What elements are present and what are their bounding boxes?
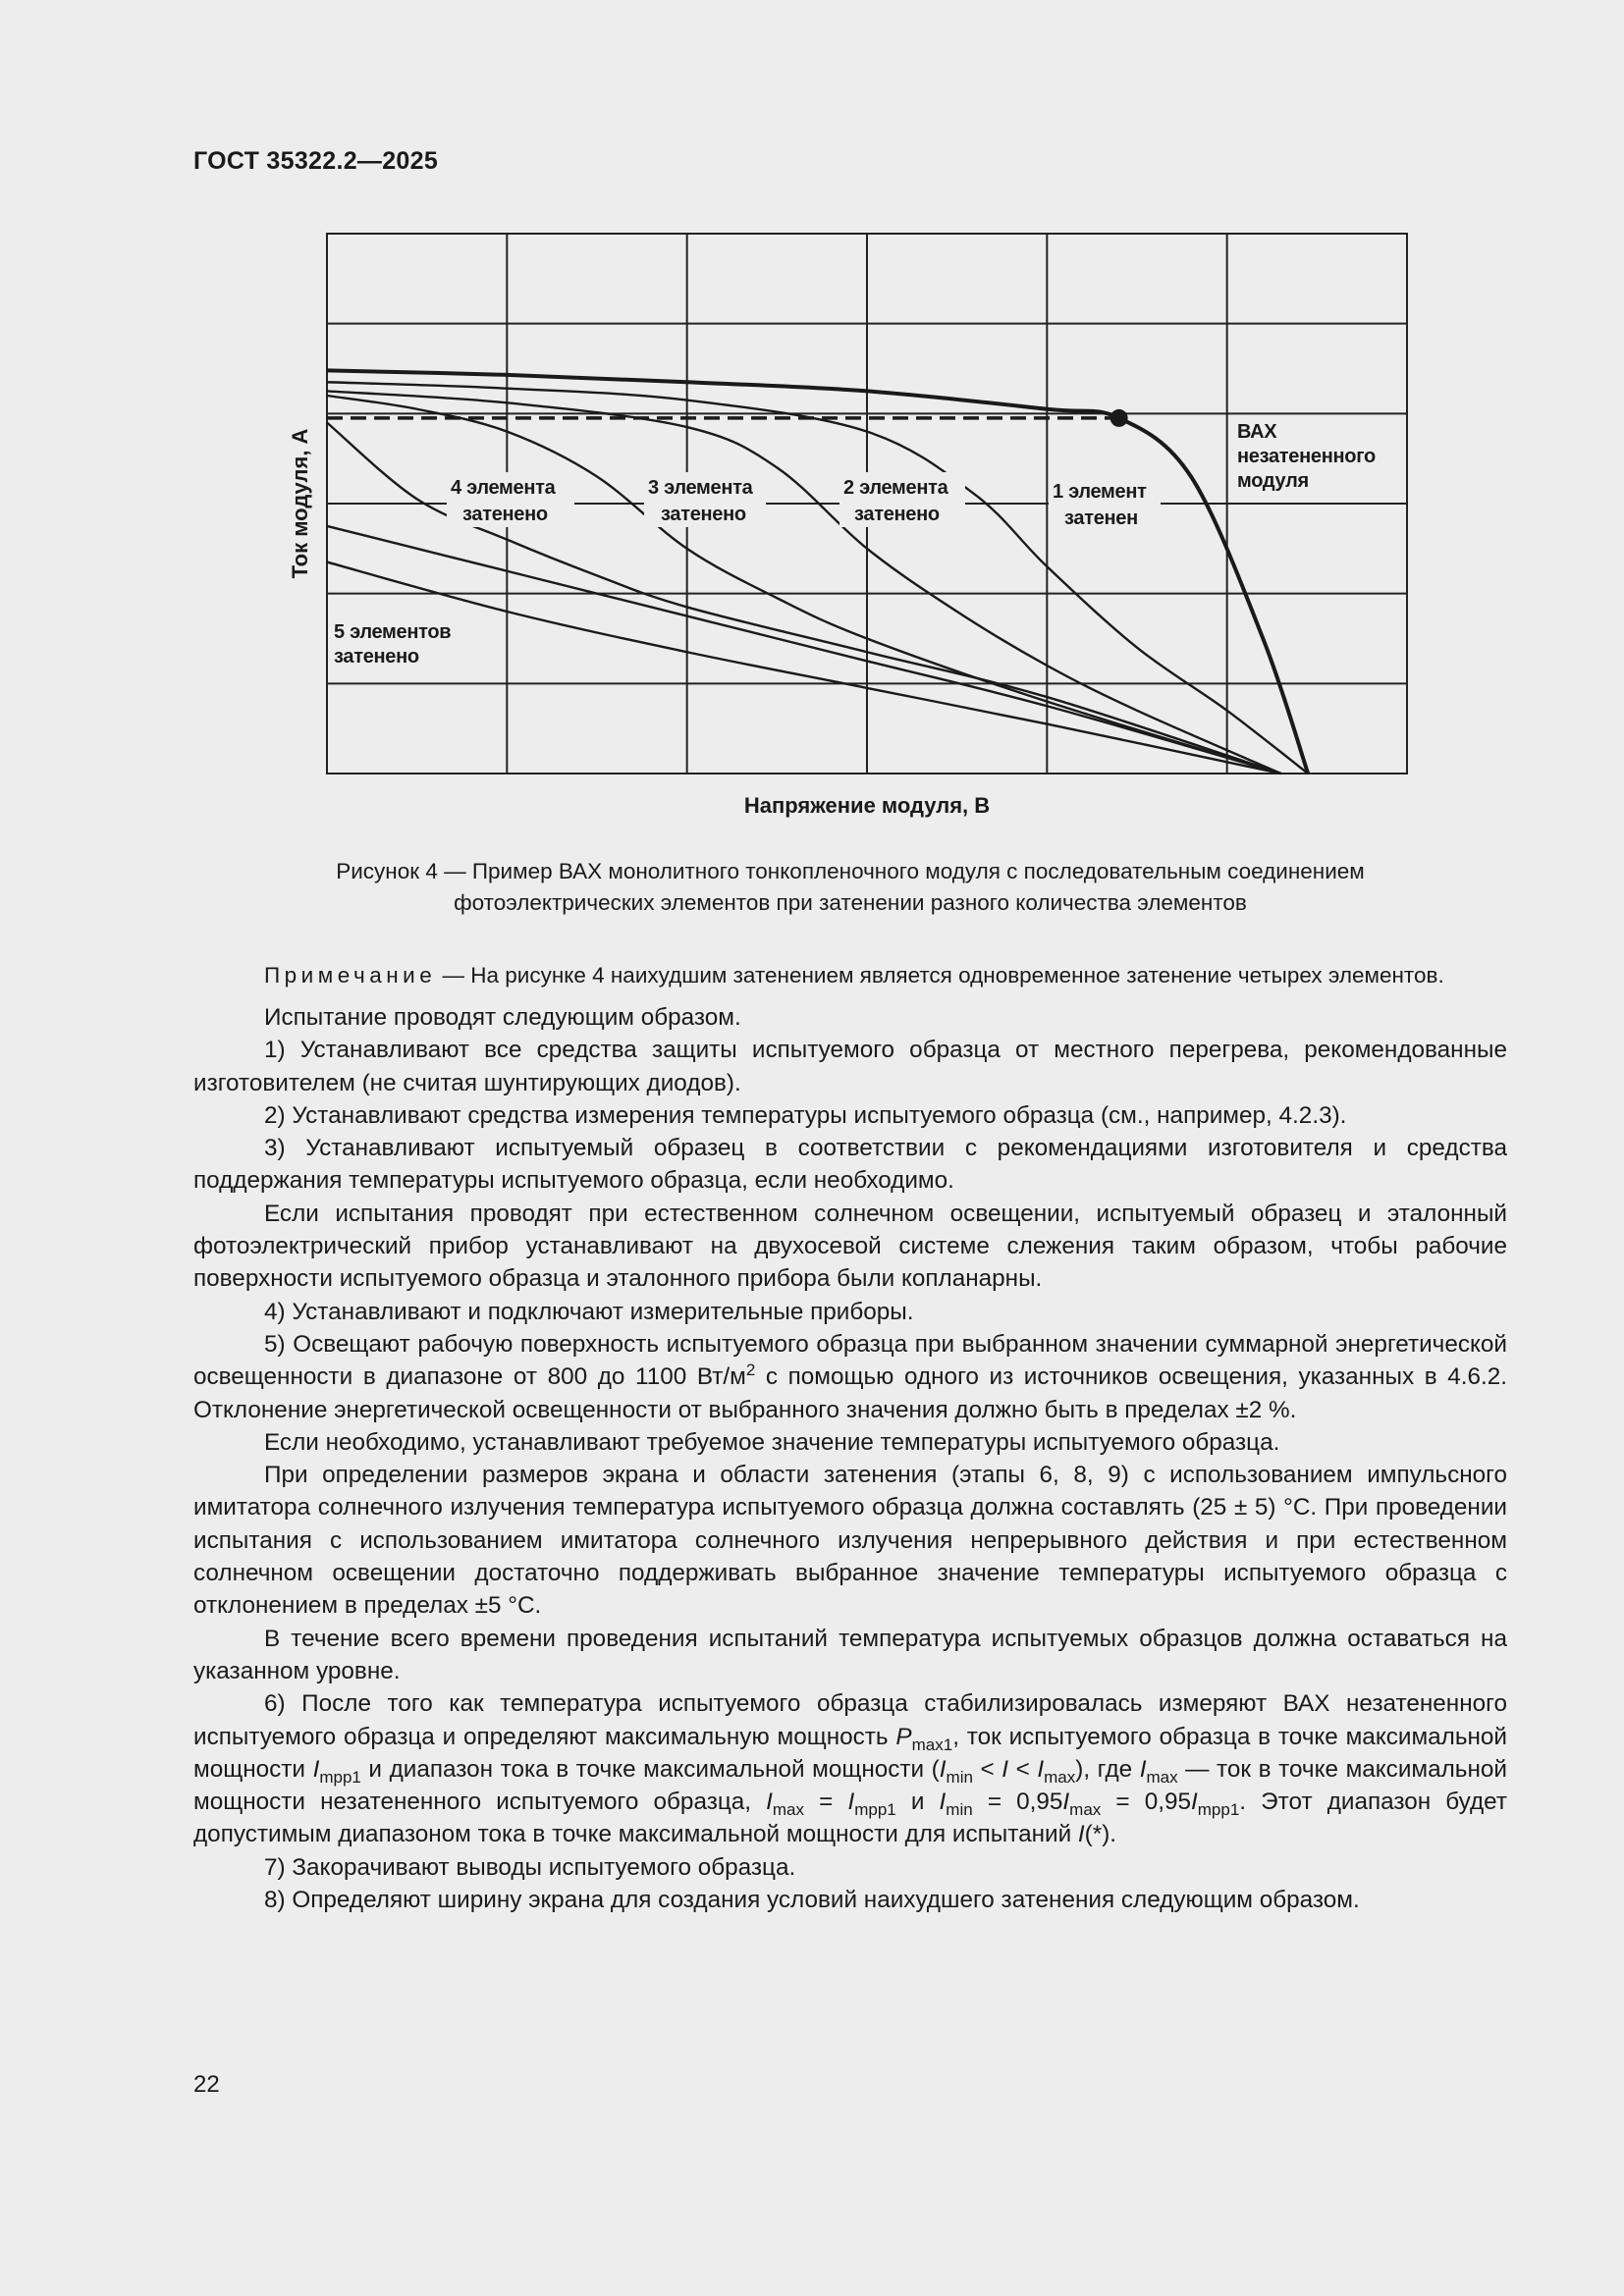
label-three-shaded-line1: 3 элемента (648, 477, 753, 499)
label-one-shaded-line2: затенен (1064, 507, 1138, 529)
document-code-header: ГОСТ 35322.2—2025 (193, 147, 439, 175)
note-label: Примечание (264, 963, 437, 988)
label-unshaded-line3: модуля (1237, 470, 1309, 492)
paragraph-intro: Испытание проводят следующим образом. (264, 1004, 741, 1031)
iv-curve-series-3 (327, 396, 1281, 774)
paragraph-step-5: 5) Освещают рабочую поверхность испытуемого образца при выбранном значении суммарной энергетической освещенности в диапазоне от 800 до 1100 $Вт/м^2$ с помощью одного из источников освещения, указанных в 4.6.2. Отклонение энергетической освещенности от выбранного значения должно быть в пределах ±2 %. (193, 1330, 1507, 1423)
body-text (193, 960, 1507, 1916)
note-paragraph (193, 960, 1507, 991)
paragraph-step-3: 3) Устанавливают испытуемый образец в соответствии с рекомендациями изготовителя и средства поддержания температуры испытуемого образца, если необходимо. (193, 1135, 1507, 1195)
iv-curve-series-6 (327, 526, 1281, 774)
iv-curve-series-0 (327, 370, 1308, 774)
paragraph-screen-size: При определении размеров экрана и области затенения (этапы 6, 8, 9) с использованием импульсного имитатора солнечного излучения температура испытуемого образца должна составлять (25 ± 5) °C. При проведении испытания с использованием имитатора солнечного излучения непрерывного действия и при естественном солнечном освещении достаточно поддерживать выбранное значение температуры испытуемого образца с отклонением в пределах ±5 °C. (193, 1462, 1507, 1620)
label-unshaded-line2: незатененного (1237, 446, 1376, 467)
paragraph-step-7: 7) Закорачивают выводы испытуемого образца. (264, 1853, 796, 1881)
figure-caption (193, 856, 1507, 919)
label-five-shaded-line1: 5 элементов (334, 621, 452, 643)
paragraph-step-4: 4) Устанавливают и подключают измерительные приборы. (264, 1298, 914, 1325)
max-power-point-marker (1110, 409, 1128, 427)
label-two-shaded-line1: 2 элемента (843, 477, 948, 499)
iv-curve-figure (0, 0, 1624, 844)
label-four-shaded-line1: 4 элемента (451, 477, 556, 499)
label-unshaded-line1: ВАХ (1237, 421, 1277, 443)
paragraph-step-2: 2) Устанавливают средства измерения температуры испытуемого образца (см., например, 4.2.3). (264, 1101, 1347, 1129)
paragraph-temperature-hold: В течение всего времени проведения испытаний температура испытуемых образцов должна оставаться на указанном уровне. (193, 1625, 1507, 1684)
paragraph-natural-light: Если испытания проводят при естественном солнечном освещении, испытуемый образец и эталонный фотоэлектрический прибор устанавливают на двухосевой системе слежения таким образом, чтобы рабочие поверхности испытуемого образца и эталонного прибора были копланарны. (193, 1200, 1507, 1293)
paragraph-step-8: 8) Определяют ширину экрана для создания условий наихудшего затенения следующим образом. (264, 1887, 1360, 1914)
iv-curve-series-2 (327, 391, 1281, 774)
label-one-shaded-line1: 1 элемент (1053, 481, 1147, 503)
note-text: — На рисунке 4 наихудшим затенением является одновременное затенение четырех элементов. (436, 963, 1444, 988)
caption-line-2: фотоэлектрических элементов при затенении разного количества элементов (454, 890, 1247, 915)
label-two-shaded-line2: затенено (854, 504, 940, 525)
label-five-shaded-line2: затенено (334, 646, 419, 667)
x-axis-label: Напряжение модуля, В (743, 793, 991, 818)
label-three-shaded-line2: затенено (661, 504, 746, 525)
paragraph-step-1: 1) Устанавливают все средства защиты испытуемого образца от местного перегрева, рекомендованные изготовителем (не считая шунтирующих диодов). (193, 1037, 1507, 1096)
label-four-shaded-line2: затенено (462, 504, 548, 525)
paragraph-step-6: 6) После того как температура испытуемого образца стабилизировалась измеряют ВАХ незатененного испытуемого образца и определяют максимальную мощность $P_{max1}$, ток испытуемого образца в точке максимальной мощности $I_{mpp1}$ и диапазон тока в точке максимальной мощности $(I_{min} < I < I_{max})$, где $I_{max}$ — ток в точке максимальной мощности незатененного испытуемого образца, $I_{max} = I_{mpp1}$ и $I_{min} = 0,95I_{max} = 0,95I_{mpp1}$. Этот диапазон будет допустимым диапазоном тока в точке максимальной мощности для испытаний I(*). (193, 1690, 1508, 1848)
paragraph-temperature: Если необходимо, устанавливают требуемое значение температуры испытуемого образца. (264, 1428, 1280, 1456)
y-axis-label: Ток модуля, А (288, 428, 312, 579)
caption-line-1: Рисунок 4 — Пример ВАХ монолитного тонкопленочного модуля с последовательным соединением (336, 859, 1365, 883)
page-number: 22 (193, 2071, 220, 2098)
